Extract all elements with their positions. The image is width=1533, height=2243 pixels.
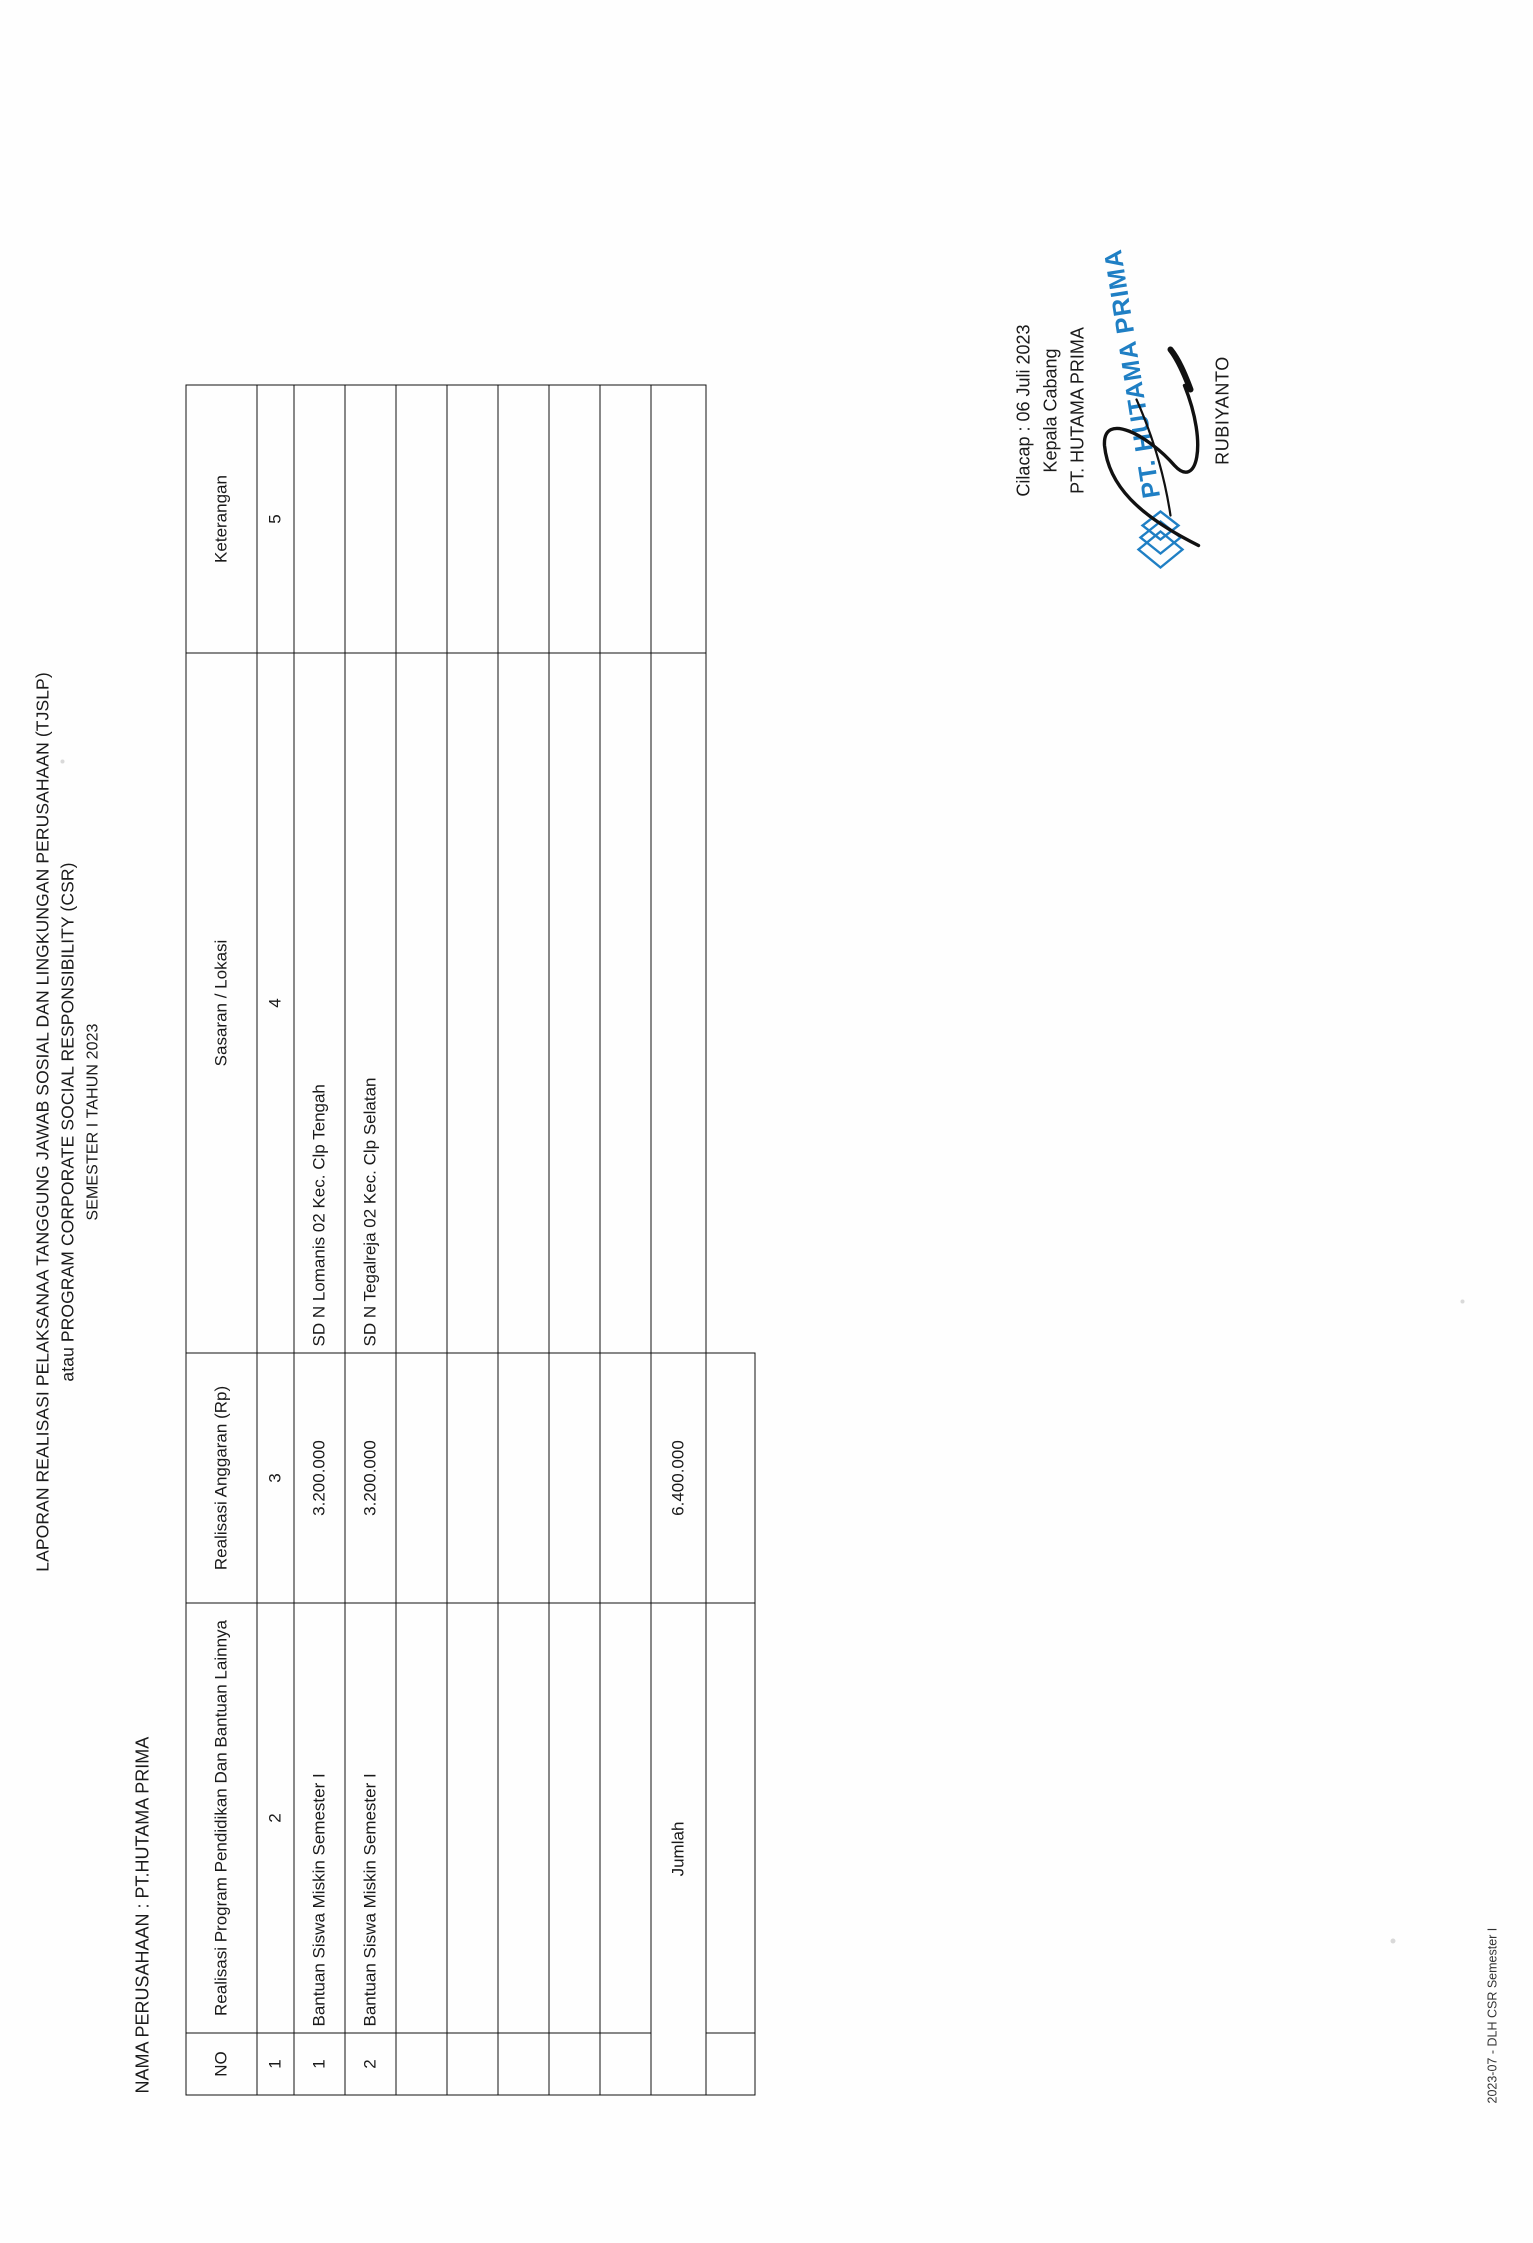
cell-keterangan [396,385,447,653]
cell-program [498,1603,549,2033]
report-title-line-2: atau PROGRAM CORPORATE SOCIAL RESPONSIBILITY (CSR) [57,861,78,1382]
cell-keterangan [600,385,651,653]
cell-anggaran: 3.200.000 [294,1353,345,1603]
cell-program: Bantuan Siswa Miskin Semester I [345,1603,396,2033]
table-row [549,385,600,2095]
total-label: Jumlah [651,1603,706,2095]
cell-keterangan [345,385,396,653]
cell-program [396,1603,447,2033]
cell-keterangan [447,385,498,653]
signature-block [1010,195,1236,625]
cell-sasaran: SD N Tegalreja 02 Kec. Clp Selatan [345,653,396,1353]
report-title-line-3: SEMESTER I TAHUN 2023 [83,1022,101,1221]
column-number-2: 2 [257,1603,294,2033]
cell-no: 1 [294,2033,345,2095]
bottom-cell-sasaran [706,653,755,1353]
table-column-number-row [257,385,294,2095]
cell-sasaran [447,653,498,1353]
bottom-cell-keterangan [706,385,755,653]
scan-artifact [60,759,64,763]
scan-artifact [1460,1299,1464,1303]
cell-no: 2 [345,2033,396,2095]
column-number-1: 1 [257,2033,294,2095]
report-title-line-1: LAPORAN REALISASI PELAKSANAA TANGGUNG JAWAB SOSIAL DAN LINGKUNGAN PERUSAHAAN (TJSLP) [32,671,52,1572]
csr-report-table [185,384,755,2095]
cell-program [447,1603,498,2033]
scan-artifact [1390,1938,1395,1943]
report-table-wrapper [185,385,755,2095]
table-row [498,385,549,2095]
cell-anggaran [447,1353,498,1603]
cell-sasaran [396,653,447,1353]
cell-sasaran [549,653,600,1353]
document-header [30,0,104,2243]
cell-no [396,2033,447,2095]
table-total-row [651,385,706,2095]
signature-company: PT. HUTAMA PRIMA [1067,326,1087,494]
cell-keterangan [549,385,600,653]
bottom-cell-no [706,2033,755,2095]
total-keterangan-cell [651,385,706,653]
cell-keterangan [294,385,345,653]
table-row [447,385,498,2095]
cell-program [549,1603,600,2033]
cell-keterangan [498,385,549,653]
cell-sasaran [600,653,651,1353]
table-header-row [186,385,257,2095]
cell-no [549,2033,600,2095]
stamp-text: PT. HUTAMA PRIMA [1098,246,1166,500]
cell-program [600,1603,651,2033]
cell-anggaran [600,1353,651,1603]
cell-sasaran: SD N Lomanis 02 Kec. Clp Tengah [294,653,345,1353]
cell-anggaran [396,1353,447,1603]
cell-anggaran: 3.200.000 [345,1353,396,1603]
bottom-cell-program [706,1603,755,2033]
table-bottom-row [706,385,755,2095]
cell-sasaran [498,653,549,1353]
column-header-anggaran: Realisasi Anggaran (Rp) [186,1353,257,1603]
cell-no [600,2033,651,2095]
column-header-keterangan: Keterangan [186,385,257,653]
signature-place-date: Cilacap : 06 Juli 2023 [1013,323,1033,497]
column-header-no: NO [186,2033,257,2095]
total-value: 6.400.000 [651,1353,706,1603]
column-header-program: Realisasi Program Pendidikan Dan Bantuan Lainnya [186,1603,257,2033]
table-row [396,385,447,2095]
column-header-sasaran: Sasaran / Lokasi [186,653,257,1353]
column-number-5: 5 [257,385,294,653]
cell-no [498,2033,549,2095]
signature-role: Kepala Cabang [1040,347,1060,473]
cell-anggaran [498,1353,549,1603]
total-sasaran-cell [651,653,706,1353]
column-number-4: 4 [257,653,294,1353]
signature-name: RUBIYANTO [1212,355,1232,465]
table-row [345,385,396,2095]
table-row [600,385,651,2095]
cell-no [447,2033,498,2095]
cell-program: Bantuan Siswa Miskin Semester I [294,1603,345,2033]
footer-note: 2023-07 - DLH CSR Semester I [1485,1927,1499,2103]
table-row [294,385,345,2095]
cell-anggaran [549,1353,600,1603]
bottom-cell-anggaran [706,1353,755,1603]
company-name-label: NAMA PERUSAHAAN : PT.HUTAMA PRIMA [132,1736,152,2093]
column-number-3: 3 [257,1353,294,1603]
